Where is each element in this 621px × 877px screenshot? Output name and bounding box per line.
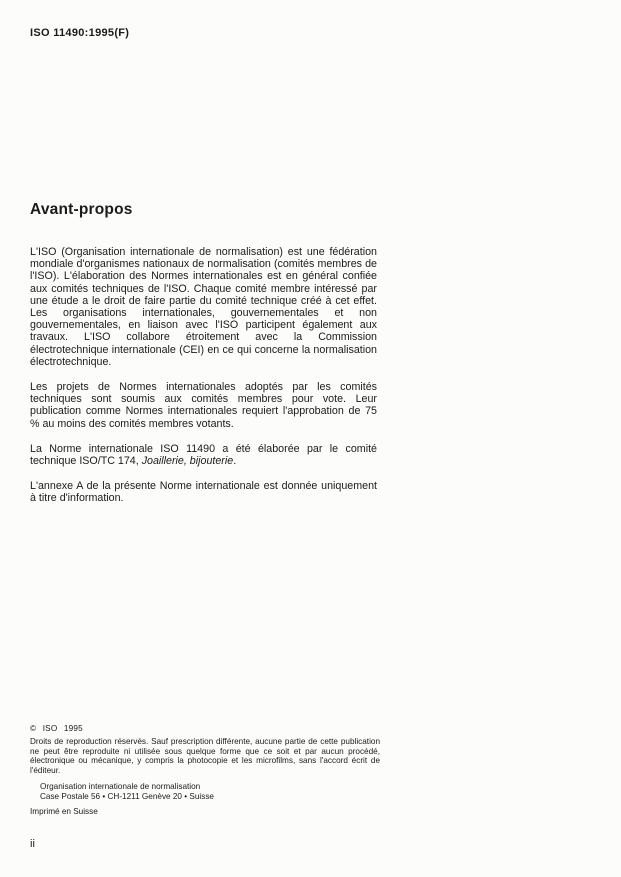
organization-name: Organisation internationale de normalisation: [40, 781, 201, 791]
paragraph-committee-text: La Norme internationale ISO 11490 a été élaborée par le comité technique ISO/TC 174,: [30, 442, 377, 468]
copyright-line: © ISO 1995: [30, 724, 83, 733]
paragraph-intro: L'ISO (Organisation internationale de normalisation) est une fédération mondiale d'organismes nationaux de normalisation (comités membres de l'ISO). L'élaboration des Normes internationales est en général confiée aux comités techniques de l'ISO. Chaque comité membre intéressé par une étude a le droit de faire partie du comité technique créé à cet effet. Les organisations internationales, gouvernementales et non gouvernementales, en liaison avec l'ISO participent également aux travaux. L'ISO collabore étroitement avec la Commission électrotechnique internationale (CEI) en ce qui concerne la normalisation électrotechnique.: [30, 246, 377, 368]
section-title: Avant-propos: [30, 201, 133, 218]
page-footer: [30, 724, 380, 816]
organization-address: Case Postale 56 • CH-1211 Genève 20 • Suisse: [40, 791, 214, 801]
page-number: ii: [30, 838, 35, 850]
document-reference: ISO 11490:1995(F): [30, 27, 130, 39]
paragraph-committee-end: .: [233, 455, 237, 468]
paragraph-committee: [30, 443, 377, 467]
body-text: [30, 246, 377, 518]
printed-in-notice: Imprimé en Suisse: [30, 806, 98, 816]
paragraph-voting: Les projets de Normes internationales adoptés par les comités techniques sont soumis aux comités membres pour vote. Leur publication comme Normes internationales requiert l'approbation de 75 % au moins des comités membres votants.: [30, 381, 377, 430]
committee-name-italic: Joaillerie, bijouterie: [141, 455, 234, 468]
rights-notice: Droits de reproduction réservés. Sauf prescription différente, aucune partie de cette publication ne peut être reproduite ni utilisée sous quelque forme que ce soit et par aucun procédé, électronique ou mécanique, y compris la photocopie et les microfilms, sans l'accord écrit de l'éditeur.: [30, 736, 380, 776]
paragraph-annex: L'annexe A de la présente Norme internationale est donnée uniquement à titre d'information.: [30, 480, 377, 505]
